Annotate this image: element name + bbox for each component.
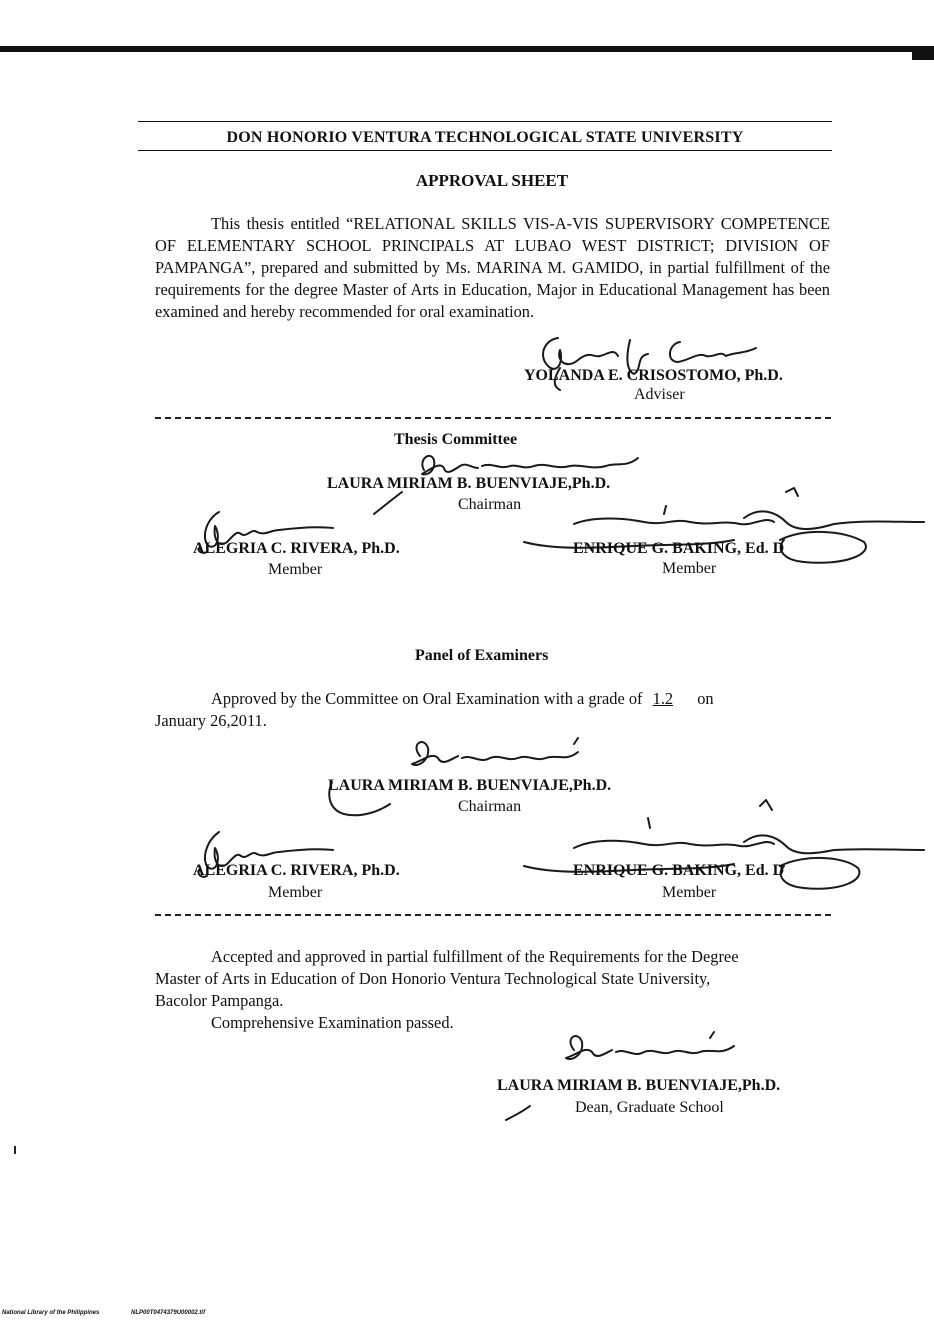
acceptance-line-1: Accepted and approved in partial fulfillment of the Requirements for the Degree [211,947,739,966]
committee-chairman-name: LAURA MIRIAM B. BUENVIAJE,Ph.D. [327,475,611,492]
header-rule-top [138,121,832,122]
section-divider-1 [155,417,831,419]
dean-role: Dean, Graduate School [575,1099,724,1116]
adviser-role: Adviser [634,386,685,403]
dean-name: LAURA MIRIAM B. BUENVIAJE,Ph.D. [497,1077,781,1094]
header-rule-bottom [138,150,832,151]
approval-date: January 26,2011. [155,711,267,730]
acceptance-line-4: Comprehensive Examination passed. [211,1013,454,1032]
page-title: APPROVAL SHEET [415,171,569,190]
committee-member-1-name: ALEGRIA C. RIVERA, Ph.D. [193,540,400,557]
approval-text: Approved by the Committee on Oral Examination with a grade of [211,689,643,708]
scan-speck [14,1146,16,1154]
panel-member-2-signature [514,796,934,896]
scan-footer [2,1310,205,1316]
adviser-name: YOLANDA E. CRISOSTOMO, Ph.D. [524,367,783,384]
approval-text-on: on [697,689,714,708]
thesis-committee-heading: Thesis Committee [394,431,518,448]
panel-chairman-name: LAURA MIRIAM B. BUENVIAJE,Ph.D. [328,777,612,794]
acceptance-line-2: Master of Arts in Education of Don Honorio Ventura Technological State University, [155,969,711,988]
top-border-mark [912,52,934,60]
panel-chairman-role: Chairman [458,798,522,815]
approval-line [211,689,714,709]
top-border-rule [0,46,934,52]
panel-member-1-name: ALEGRIA C. RIVERA, Ph.D. [193,862,400,879]
acceptance-line-3: Bacolor Pampanga. [155,991,284,1010]
panel-member-2-role: Member [662,884,717,901]
panel-member-1-role: Member [268,884,323,901]
intro-paragraph: This thesis entitled “RELATIONAL SKILLS VIS-A-VIS SUPERVISORY COMPETENCE OF ELEMENTARY SCHOOL PRINCIPALS AT LUBAO WEST DISTRICT; DIVISION OF PAMPANGA”, prepared and submitted by Ms. MARINA M. GAMIDO, in partial fulfillment of the requirements for the degree Master of Arts in Education, Major in Educational Management has been examined and hereby recommended for oral examination. [155,214,830,321]
committee-member-2-name: ENRIQUE G. BAKING, Ed. D [573,540,785,557]
section-divider-2 [155,914,831,916]
scan-id: NLP00T0474379U00002.tif [131,1310,206,1316]
panel-member-2-name: ENRIQUE G. BAKING, Ed. D [573,862,785,879]
committee-member-2-role: Member [662,560,717,577]
committee-member-1-role: Member [268,561,323,578]
grade-value: 1.2 [652,689,674,708]
committee-chairman-role: Chairman [458,496,522,513]
university-name: DON HONORIO VENTURA TECHNOLOGICAL STATE UNIVERSITY [226,129,744,146]
scan-label: National Library of the Philippines [2,1310,100,1316]
panel-heading: Panel of Examiners [415,647,549,664]
